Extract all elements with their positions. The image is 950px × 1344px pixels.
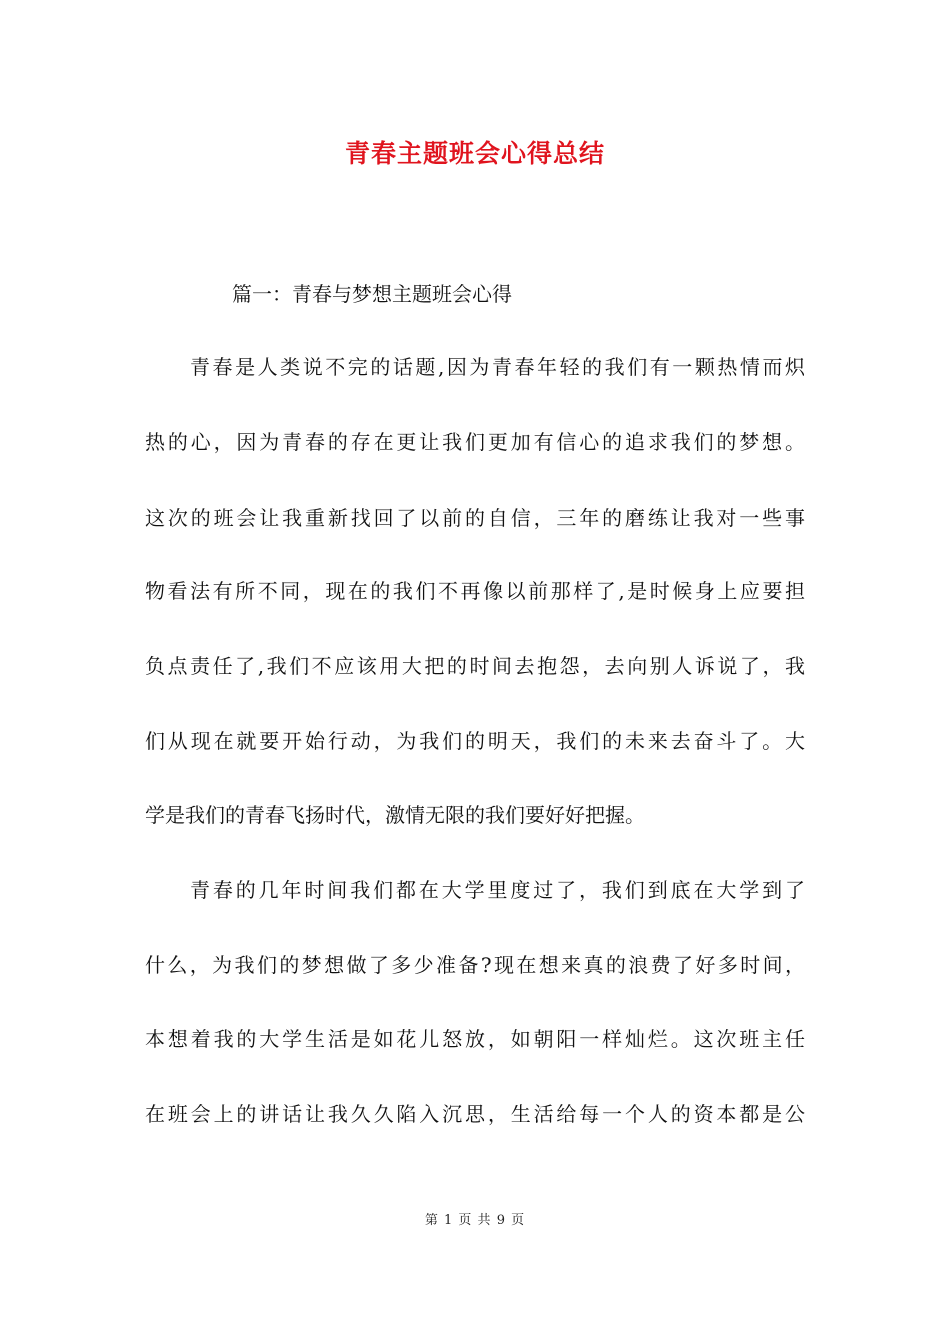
page-number-footer: 第 1 页 共 9 页: [424, 1213, 526, 1228]
paragraph-line: 本想着我的大学生活是如花儿怒放，如朝阳一样灿烂。这次班主任: [145, 1027, 805, 1051]
paragraph-line: 物看法有所不同，现在的我们不再像以前那样了,是时候身上应要担: [145, 579, 805, 603]
paragraph-line: 热的心，因为青春的存在更让我们更加有信心的追求我们的梦想。: [145, 430, 805, 454]
document-title: 青春主题班会心得总结: [344, 139, 605, 168]
paragraph-line: 学是我们的青春飞扬时代，激情无限的我们要好好把握。: [145, 803, 645, 827]
paragraph-line: 青春的几年时间我们都在大学里度过了，我们到底在大学到了: [190, 878, 805, 902]
paragraph-line: 什么，为我们的梦想做了多少准备?现在想来真的浪费了好多时间，: [145, 953, 805, 977]
paragraph-line: 青春是人类说不完的话题,因为青春年轻的我们有一颗热情而炽: [190, 355, 805, 379]
paragraph-line: 们从现在就要开始行动，为我们的明天，我们的未来去奋斗了。大: [145, 729, 805, 753]
section-heading: 篇一：青春与梦想主题班会心得: [232, 282, 512, 306]
paragraph-line: 这次的班会让我重新找回了以前的自信，三年的磨练让我对一些事: [145, 506, 805, 530]
paragraph-line: 在班会上的讲话让我久久陷入沉思，生活给每一个人的资本都是公: [145, 1102, 805, 1126]
paragraph-line: 负点责任了,我们不应该用大把的时间去抱怨，去向别人诉说了，我: [145, 654, 805, 678]
